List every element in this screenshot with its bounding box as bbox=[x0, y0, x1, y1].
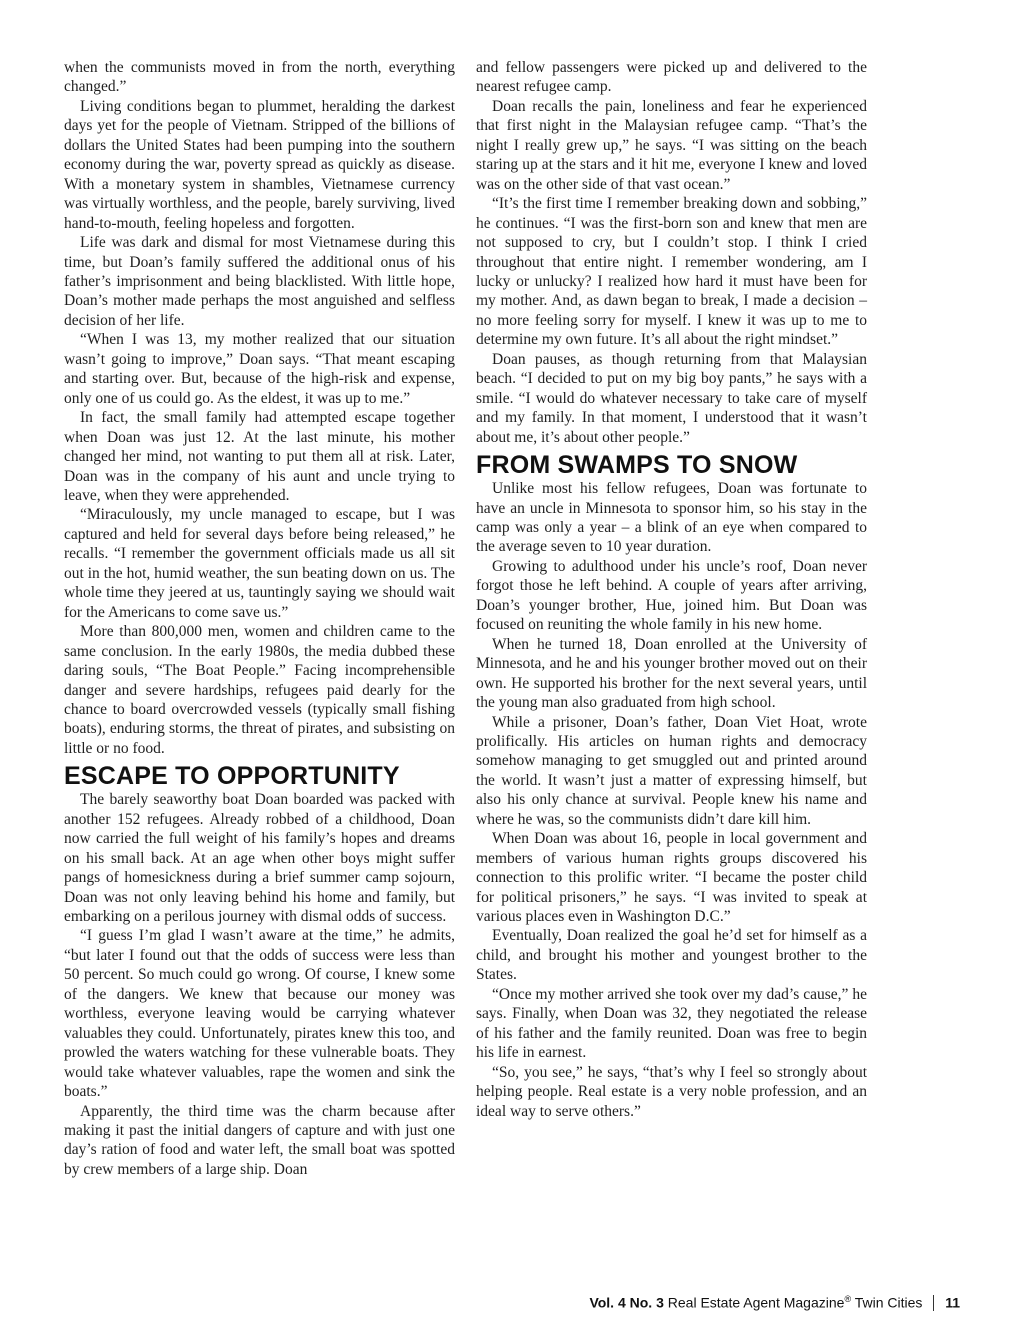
paragraph: Growing to adulthood under his uncle’s roof, Doan never forgot those he left behind. A couple of years after arriving, Doan’s younger brother, Hue, joined him. But Doan was focused on reuniting the whole family in his new home. bbox=[476, 557, 867, 634]
issue-number: Vol. 4 No. 3 bbox=[589, 1295, 664, 1311]
region-name: Twin Cities bbox=[854, 1295, 923, 1311]
paragraph: “So, you see,” he says, “that’s why I feel so strongly about helping people. Real estate is a very noble profession, and an ideal way to serve others.” bbox=[476, 1063, 867, 1120]
paragraph: The barely seaworthy boat Doan boarded was packed with another 152 refugees. Already robbed of a childhood, Doan now carried the full weight of his family’s hopes and dreams on his small back. At an age when other boys might suffer pangs of homesickness during a brief summer camp sojourn, Doan was not only leaving behind his home and family, but embarking on a perilous journey with dismal odds of success. bbox=[64, 791, 455, 926]
magazine-name: Real Estate Agent Magazine bbox=[667, 1295, 845, 1311]
paragraph: In fact, the small family had attempted escape together when Doan was just 12. At the last minute, his mother changed her mind, not wanting to put them all at risk. Later, Doan was in the company of his aunt and uncle trying to leave, when they were apprehended. bbox=[64, 409, 455, 504]
page-footer bbox=[589, 1294, 960, 1311]
footer-divider bbox=[933, 1295, 934, 1311]
trademark-symbol: ® bbox=[844, 1294, 852, 1305]
paragraph: Doan pauses, as though returning from that Malaysian beach. “I decided to put on my big boy pants,” he says with a smile. “I would do whatever necessary to take care of myself and my family. In that moment, I understood that it wasn’t about me, it’s about other people.” bbox=[476, 350, 867, 446]
paragraph: When he turned 18, Doan enrolled at the University of Minnesota, and he and his younger brother moved out on their own. He supported his brother for the next several years, until the young man also graduated from high school. bbox=[476, 635, 867, 712]
paragraph: Apparently, the third time was the charm because after making it past the initial dangers of capture and with just one day’s ration of food and water left, the small boat was spotted by crew members of a large ship. Doan bbox=[64, 1102, 455, 1178]
paragraph: “Once my mother arrived she took over my dad’s cause,” he says. Finally, when Doan was 32, they negotiated the release of his father and the family reunited. Doan was free to begin his life in earnest. bbox=[476, 985, 867, 1062]
paragraph: “I guess I’m glad I wasn’t aware at the time,” he admits, “but later I found out that the odds of success were less than 50 percent. So much could go wrong. Of course, I knew some of the dangers. We knew that because our money was worthless, everyone leaving would be carrying whatever valuables they could. Unfortunately, pirates knew this too, and prowled the waters watching for these vulnerable boats. They would take whatever valuables, rape the women and sink the boats.” bbox=[64, 927, 455, 1101]
paragraph: More than 800,000 men, women and children came to the same conclusion. In the early 1980s, the media dubbed these daring souls, “The Boat People.” Facing incomprehensible danger and severe hardships, refugees paid dearly for the chance to board overcrowded vessels (typically small fishing boats), enduring storms, the threat of pirates, and subsisting on little or no food. bbox=[64, 623, 455, 757]
paragraph: “Miraculously, my uncle managed to escape, but I was captured and held for several days before being released,” he recalls. “I remember the government officials made us all sit out in the hot, humid weather, the sun beating down on us. The whole time they jeered at us, tauntingly saying we should wait for the Americans to come save us.” bbox=[64, 506, 455, 621]
left-column bbox=[64, 58, 455, 1179]
page-number: 11 bbox=[945, 1295, 960, 1311]
paragraph: when the communists moved in from the north, everything changed.” bbox=[64, 59, 455, 96]
paragraph: Doan recalls the pain, loneliness and fear he experienced that first night in the Malaysian refugee camp. “That’s the night I really grew up,” he says. “I was sitting on the beach staring up at the stars and it hit me, everyone I knew and loved was on the other side of that vast ocean.” bbox=[476, 97, 867, 193]
section-heading-swamps: FROM SWAMPS TO SNOW bbox=[476, 451, 798, 480]
paragraph: Living conditions began to plummet, heralding the darkest days yet for the people of Vietnam. Stripped of the billions of dollars the United States had been pumping into the southern economy during the war, poverty spread as quickly as disease. With a monetary system in shambles, Vietnamese currency was virtually worthless, and the people, barely surviving, lived hand-to-mouth, feeling hopeless and forgotten. bbox=[64, 97, 455, 232]
paragraph: “It’s the first time I remember breaking down and sobbing,” he continues. “I was the first-born son and knew that men are not supposed to cry, but I couldn’t stop. I think I cried throughout that entire night. I remember wondering, am I lucky or unlucky? I realized how hard it must have been for my mother. And, as dawn began to break, I made a decision – no more feeling sorry for myself. I knew it was up to me to determine my own future. It’s all about the right mindset.” bbox=[476, 195, 867, 349]
paragraph: Eventually, Doan realized the goal he’d set for himself as a child, and brought his mother and youngest brother to the States. bbox=[476, 927, 867, 984]
paragraph: While a prisoner, Doan’s father, Doan Viet Hoat, wrote prolifically. His articles on human rights and democracy somehow managing to get smuggled out and printed around the world. It wasn’t just a matter of expressing himself, but also his only chance at survival. People knew his name and where he was, so the communists didn’t dare kill him. bbox=[476, 713, 867, 828]
paragraph: Life was dark and dismal for most Vietnamese during this time, but Doan’s family suffered the additional onus of his father’s imprisonment and being blacklisted. With little hope, Doan’s mother made perhaps the most anguished and selfless decision of her life. bbox=[64, 234, 455, 329]
right-column bbox=[476, 58, 867, 1121]
paragraph: When Doan was about 16, people in local government and members of various human rights groups discovered his connection to this prolific writer. “I became the poster child for political prisoners,” he says. “I was invited to speak at various places even in Washington D.C.” bbox=[476, 830, 867, 926]
section-heading-escape: ESCAPE TO OPPORTUNITY bbox=[64, 762, 400, 791]
paragraph: “When I was 13, my mother realized that our situation wasn’t going to improve,” Doan says. “That meant escaping and starting over. But, because of the high-risk and expense, only one of us could go. As the eldest, it was up to me.” bbox=[64, 331, 455, 407]
paragraph: and fellow passengers were picked up and delivered to the nearest refugee camp. bbox=[476, 59, 867, 96]
paragraph: Unlike most his fellow refugees, Doan was fortunate to have an uncle in Minnesota to sponsor him, so his stay in the camp was only a year – a blink of an eye when compared to the average seven to 10 year duration. bbox=[476, 480, 867, 556]
